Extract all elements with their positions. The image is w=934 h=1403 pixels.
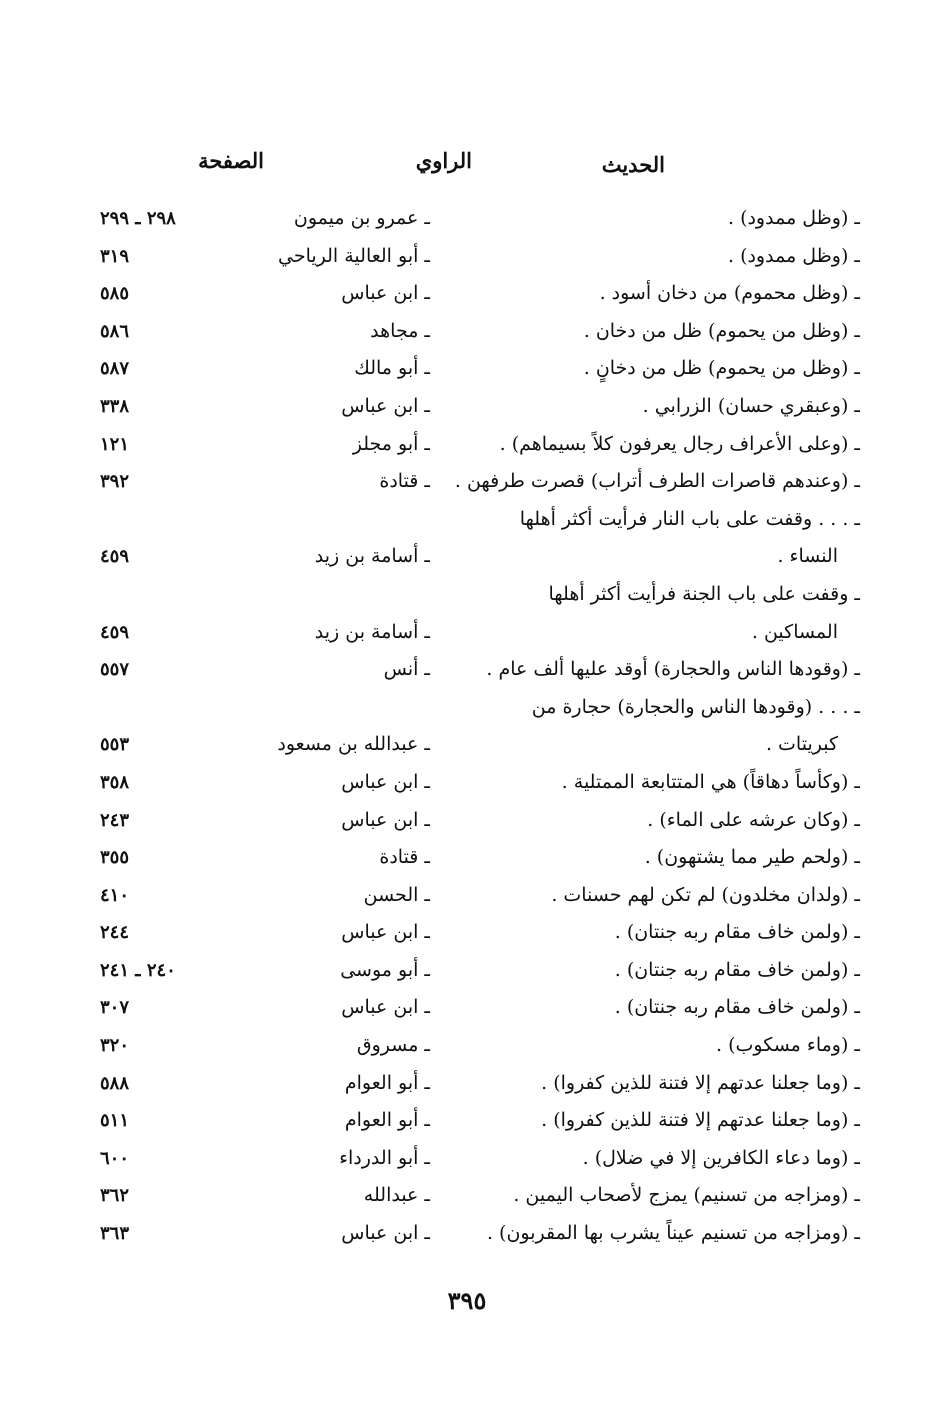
page-cell: ٣٦٢: [100, 1185, 130, 1207]
hadith-cell: ـ (ولمن خاف مقام ربه جنتان) .: [614, 996, 860, 1019]
page-cell: ٣٩٢: [100, 471, 130, 493]
page-cell: ٣٣٨: [100, 395, 130, 417]
table-row: [100, 576, 860, 614]
table-row: [100, 1065, 860, 1103]
hadith-cell: ـ (وعبقري حسان) الزرابي .: [642, 394, 860, 417]
header-page: الصفحة: [198, 148, 264, 173]
page-cell: ٣٠٧: [100, 997, 130, 1019]
header-rawi: الراوي: [415, 148, 472, 173]
page-cell: ١٢١: [100, 433, 130, 455]
page-cell: ٥٥٧: [100, 659, 130, 681]
page-cell: ٥٨٦: [100, 320, 130, 342]
rawi-cell: ـ أسامة بن زيد: [314, 545, 430, 568]
page-cell: ٥١١: [100, 1110, 130, 1132]
hadith-cell: كبريتات .: [765, 733, 838, 756]
rawi-cell: ـ أنس: [383, 658, 430, 681]
rawi-cell: ـ أبو موسى: [340, 958, 430, 981]
hadith-cell: ـ (وعندهم قاصرات الطرف أتراب) قصرت طرفهن .: [454, 470, 860, 493]
rawi-cell: ـ أبو العوام: [344, 1071, 430, 1094]
page-cell: ٣٥٥: [100, 847, 130, 869]
rawi-cell: ـ أبو العالية الرياحي: [277, 244, 430, 267]
rawi-cell: ـ أبو الدرداء: [339, 1146, 430, 1169]
table-row: [100, 689, 860, 727]
hadith-cell: ـ (ولمن خاف مقام ربه جنتان) .: [614, 921, 860, 944]
hadith-cell: ـ (وعلى الأعراف رجال يعرفون كلاً بسيماهم) .: [499, 432, 860, 455]
page-cell: ٦٠٠: [100, 1147, 130, 1169]
hadith-cell: ـ (وظل ممدود) .: [727, 207, 860, 229]
hadith-cell: ـ (وظل ممدود) .: [727, 244, 860, 267]
table-row: [100, 463, 860, 501]
index-table: [100, 200, 860, 1253]
hadith-cell: ـ وقفت على باب الجنة فرأيت أكثر أهلها: [548, 582, 860, 605]
table-row: [100, 238, 860, 276]
table-row: [100, 350, 860, 388]
hadith-cell: ـ . . . وقفت على باب النار فرأيت أكثر أهلها: [519, 507, 860, 530]
rawi-cell: ـ أبو العوام: [344, 1109, 430, 1132]
table-row: [100, 764, 860, 802]
page-cell: ٥٨٧: [100, 358, 130, 380]
table-row: [100, 200, 860, 238]
table-row: [100, 501, 860, 539]
table-row: [100, 1177, 860, 1215]
rawi-cell: ـ ابن عباس: [341, 808, 430, 831]
hadith-cell: ـ (ومزاجه من تسنيم) يمزج لأصحاب اليمين .: [513, 1184, 860, 1207]
table-row: [100, 313, 860, 351]
index-page: [100, 130, 860, 1253]
hadith-cell: ـ (ولمن خاف مقام ربه جنتان) .: [614, 958, 860, 981]
rawi-cell: ـ عبدالله: [363, 1184, 430, 1207]
hadith-cell: ـ (وقودها الناس والحجارة) أوقد عليها ألف عام .: [486, 658, 860, 681]
rawi-cell: ـ مسروق: [356, 1034, 430, 1057]
hadith-cell: ـ (وكان عرشه على الماء) .: [647, 808, 860, 831]
page-cell: ٢٤٤: [100, 922, 130, 944]
table-row: [100, 877, 860, 915]
hadith-cell: ـ (وظل من يحموم) ظل من دخان .: [583, 319, 860, 342]
table-row: [100, 426, 860, 464]
rawi-cell: ـ ابن عباس: [341, 282, 430, 305]
rawi-cell: ـ أبو مجلز: [352, 432, 430, 455]
table-row: [100, 1102, 860, 1140]
table-row: [100, 275, 860, 313]
rawi-cell: ـ مجاهد: [370, 319, 430, 342]
rawi-cell: ـ قتادة: [379, 846, 430, 869]
hadith-cell: ـ (وما جعلنا عدتهم إلا فتنة للذين كفروا) .: [541, 1071, 860, 1094]
rawi-cell: ـ ابن عباس: [341, 770, 430, 793]
table-row: [100, 726, 860, 764]
table-row: [100, 1215, 860, 1253]
page-cell: ٣٥٨: [100, 771, 130, 793]
page-cell: ٤٥٩: [100, 621, 130, 643]
rawi-cell: ـ الحسن: [363, 883, 430, 906]
rawi-cell: ـ أسامة بن زيد: [314, 620, 430, 643]
rawi-cell: ـ عبدالله بن مسعود: [277, 733, 430, 756]
rawi-cell: ـ عمرو بن ميمون: [293, 207, 430, 229]
hadith-cell: ـ (وظل محموم) من دخان أسود .: [599, 282, 860, 305]
rawi-cell: ـ ابن عباس: [341, 921, 430, 944]
page-cell: ٢٩٨ ـ ٢٩٩: [100, 208, 176, 229]
page-cell: ٣١٩: [100, 245, 130, 267]
table-row: [100, 989, 860, 1027]
rawi-cell: ـ قتادة: [379, 470, 430, 493]
rawi-cell: ـ ابن عباس: [341, 1222, 430, 1245]
table-row: [100, 952, 860, 990]
page-cell: ٤٥٩: [100, 546, 130, 568]
hadith-cell: ـ (وما دعاء الكافرين إلا في ضلال) .: [582, 1146, 860, 1169]
hadith-cell: ـ (ولدان مخلدون) لم تكن لهم حسنات .: [551, 883, 860, 906]
hadith-cell: ـ (وماء مسكوب) .: [716, 1034, 860, 1057]
rawi-cell: ـ ابن عباس: [341, 394, 430, 417]
table-row: [100, 1027, 860, 1065]
page-cell: ٣٦٣: [100, 1223, 130, 1245]
table-row: [100, 839, 860, 877]
page-cell: ٥٨٥: [100, 283, 130, 305]
table-row: [100, 1140, 860, 1178]
rawi-cell: ـ ابن عباس: [341, 996, 430, 1019]
hadith-cell: ـ (وكأساً دهاقاً) هي المتتابعة الممتلية .: [561, 770, 860, 793]
table-row: [100, 388, 860, 426]
page-number: ٣٩٥: [447, 1286, 487, 1315]
hadith-cell: ـ (ولحم طير مما يشتهون) .: [644, 846, 860, 869]
page-cell: ٢٤٣: [100, 809, 130, 831]
hadith-cell: ـ . . . (وقودها الناس والحجارة) حجارة من: [531, 695, 860, 718]
hadith-cell: النساء .: [777, 545, 838, 568]
table-row: [100, 802, 860, 840]
rawi-cell: ـ أبو مالك: [354, 357, 430, 380]
header-hadith: الحديث: [601, 152, 665, 177]
table-row: [100, 914, 860, 952]
hadith-cell: ـ (ومزاجه من تسنيم عيناً يشرب بها المقربون) .: [486, 1222, 860, 1245]
table-header: [100, 130, 860, 200]
table-row: [100, 614, 860, 652]
page-cell: ٣٢٠: [100, 1035, 130, 1057]
page-cell: ٥٥٣: [100, 734, 130, 756]
table-row: [100, 538, 860, 576]
page-cell: ٤١٠: [100, 884, 130, 906]
table-row: [100, 651, 860, 689]
page-cell: ٥٨٨: [100, 1072, 130, 1094]
hadith-cell: ـ (وما جعلنا عدتهم إلا فتنة للذين كفروا) .: [541, 1109, 860, 1132]
page-cell: ٢٤٠ ـ ٢٤١: [100, 959, 176, 981]
hadith-cell: المساكين .: [751, 620, 838, 643]
hadith-cell: ـ (وظل من يحموم) ظل من دخانٍ .: [583, 357, 860, 380]
